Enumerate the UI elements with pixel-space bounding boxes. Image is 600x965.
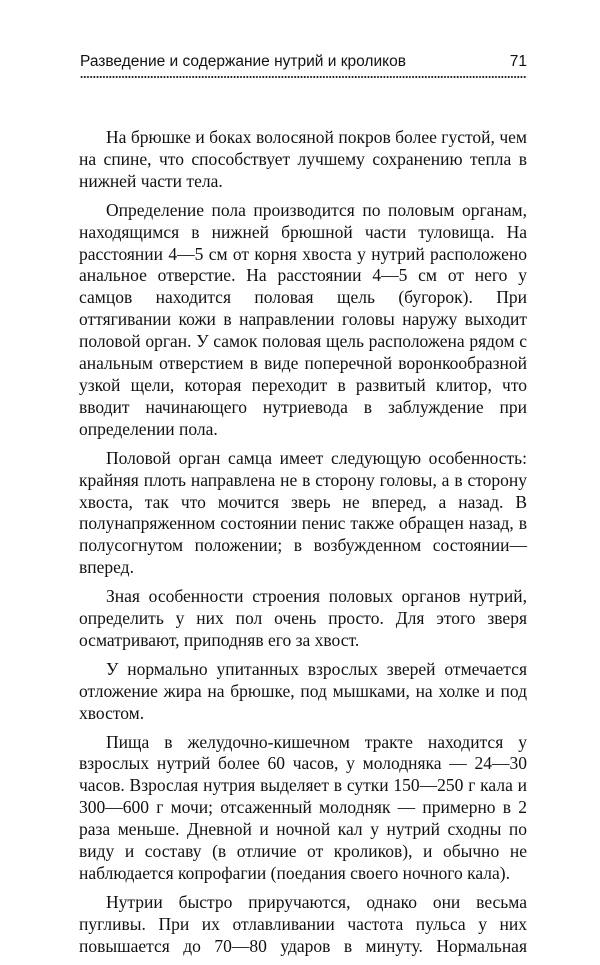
running-header [80, 53, 527, 71]
paragraph: Определение пола производится по половым органам, находящимся в нижней брюшной части туловища. На расстоянии 4—5 см от корня хвоста у нутрий расположено анальное отверстие. На расстоянии 4—5 см от него у самцов находится половая щель (бугорок). При оттягивании кожи в направлении головы наружу выходит половой орган. У самок половая щель расположена рядом с анальным отверстием в виде поперечной воронкообразной узкой щели, которая переходит в развитый клитор, что вводит начинающего нутриевода в заблуждение при определении пола. [79, 199, 527, 439]
paragraph: Пища в желудочно-кишечном тракте находится у взрослых нутрий более 60 часов, у молодняка — 24—30 часов. Взрослая нутрия выделяет в сутки 150—250 г кала и 300—600 г мочи; отсаженный молодняк — примерно в 2 раза меньше. Дневной и ночной кал у нутрий сходны по виду и составу (в отличие от кроликов), и обычно не наблюдается копрофагии (поедания своего ночного кала). [79, 731, 527, 883]
page-number: 71 [509, 53, 527, 70]
paragraph: Нутрии быстро приручаются, однако они весьма пугливы. При их отлавливании частота пульса у них повышается до 70—80 ударов в минуту. Нормальная [79, 891, 527, 956]
running-title: Разведение и содержание нутрий и кроликов [80, 53, 406, 70]
paragraph: У нормально упитанных взрослых зверей отмечается отложение жира на брюшке, под мышками, на холке и под хвостом. [79, 658, 527, 723]
body-text [79, 127, 527, 965]
paragraph: Половой орган самца имеет следующую особенность: крайняя плоть направлена не в сторону головы, а в сторону хвоста, так что мочится зверь не вперед, а назад. В полунапряженном состоянии пенис также обращен назад, в полусогнутом положении; в возбужденном состоянии— вперед. [79, 447, 527, 578]
paragraph: На брюшке и боках волосяной покров более густой, чем на спине, что способствует лучшему сохранению тепла в нижней части тела. [79, 127, 527, 191]
header-dotted-rule [80, 75, 527, 79]
paragraph: Зная особенности строения половых органов нутрий, определить у них пол очень просто. Для этого зверя осматривают, приподняв его за хвост. [79, 586, 527, 650]
